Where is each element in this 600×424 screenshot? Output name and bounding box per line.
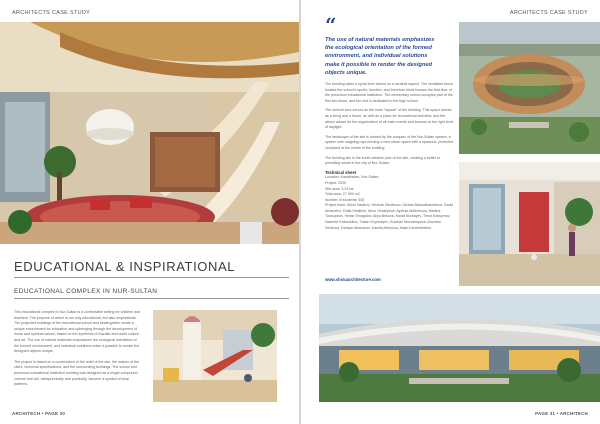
right-paragraph-4: The building sits in the south-western part of the site, creating a buffer to prevailing winds in the city of Nur-Sultan. [325, 155, 440, 166]
right-paragraph-2: The vertical core serves as the main "square" of the building. This space serves as a living and a forum, as well as a place for recreational activities, and the atrium allows for the organization of all main events and lessons at the right level of daylight. [325, 108, 454, 130]
right-running-header: ARCHITECTS CASE STUDY [509, 10, 588, 16]
left-paragraph-1: This educational complex in Nur-Sultan is a comfortable setting for children and teachers. The purpose of which is not only educational, but also inspirational. The projected buildings of the educational school and kindergarten create a unique environment for education and upbringing through the development of moral and spiritual values, based on the synthesis of Kazakh and world culture and art. The use of natural materials emphasizes the ecological orientation of the formed environment, and individual solutions make it possible to render the designed objects unique. [14, 310, 141, 354]
tech-line-project: Project: 2020 [325, 180, 347, 185]
left-running-header: ARCHITECTS CASE STUDY [12, 10, 91, 16]
pull-quote: The use of natural materials emphasizes the ecological orientation of the formed environment, and individual solutions make it possible to render the designed objects unique. [325, 37, 435, 76]
exterior-render-photo [319, 294, 600, 402]
left-footer: ARCHITECH • PAGE 30 [12, 411, 66, 416]
article-subtitle: EDUCATIONAL COMPLEX IN NUR-SULTAN [14, 288, 158, 295]
right-page [301, 0, 600, 424]
technical-sheet-heading: Technical sheet [325, 169, 357, 175]
left-page [0, 0, 299, 424]
tech-line-students: Number of students: 530 [325, 197, 365, 202]
left-body-text [14, 310, 142, 388]
quote-mark-icon: “ [325, 13, 337, 37]
right-paragraph-1: The building takes a spiral form based on a cardinal aspect. The ventilated block locates the school's sports, function, and therefore block houses the first floor of the preschool educational institution. The elementary school occupies part of the first two floors, and the rest is dedicated to the high school. [325, 82, 453, 103]
right-footer: PAGE 31 • ARCHITECH [535, 411, 588, 416]
classroom-photo [153, 310, 277, 402]
article-title: EDUCATIONAL & INSPIRATIONAL [14, 259, 236, 274]
title-divider [14, 277, 289, 278]
corridor-interior-photo [459, 162, 600, 286]
tech-line-location: Location: Kazakhstan, Nur-Sultan [325, 175, 379, 180]
atrium-interior-photo [0, 22, 299, 244]
tech-line-project-team: Project team: Alinur Nadirov, Yerzhan Berdenov, Olzhas Baimukhambetov, Saule Amanzhol, Dulat Shaikhin, Ainur Ordaliyeva, Ayzhan Adilbekova, Madina Tussupova, Yerlan Smagulov, Aliya Bekova, Marat Nurbayev, Timur Kassymov, Nazerke Kabdoldina, Sultan Orynbayev, Gulzhan Murzabayeva, Aruzhan Serikova, Daniyar Aitzhanov, Kamila Abenova, Aslan Kenzhebekov [325, 203, 454, 230]
left-paragraph-2: The project is based on a combination of the relief of the site, the wishes of the client, technical specifications, and the surrounding buildings. The school and preschool educational institution building was designed as a single compound volume that will, metaphorically and poetically, become a symbol of local patterns. [14, 359, 140, 387]
subtitle-divider [14, 298, 289, 299]
tech-line-site-area: Site area: 3.29 ha [325, 186, 354, 191]
tech-line-total-area: Total area: 27 000 m2 [325, 192, 360, 197]
right-paragraph-3: The landscape of the site is formed by the complex of the Nur-Sultan system, a system with outgoing rays forming a new urban space with a spacious, protected courtyard at the centre of the building. [325, 134, 454, 150]
website-link[interactable]: www.shinuarchitecture.com [325, 277, 381, 282]
aerial-render-photo [459, 22, 600, 154]
right-body-text [325, 82, 455, 231]
